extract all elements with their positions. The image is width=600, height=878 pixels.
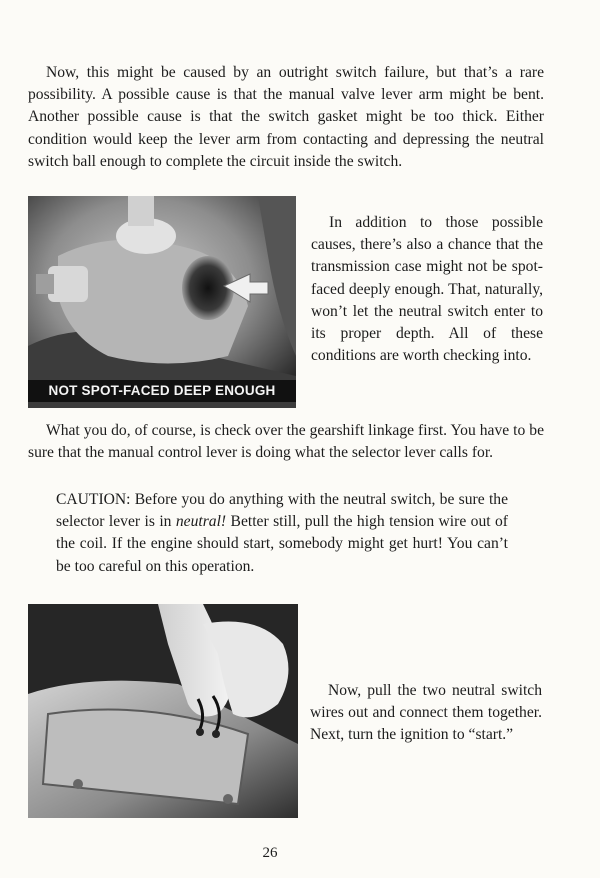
photo-caption: NOT SPOT-FACED DEEP ENOUGH	[28, 380, 296, 402]
caution-text-start: CAUTION: Before you do anything with the neutral switch, be sure the selector lever is in	[56, 491, 508, 531]
transmission-case-image	[28, 196, 296, 408]
switch-wires-image	[28, 604, 298, 818]
page-number: 26	[262, 845, 278, 861]
caution-text-end: Better still, pull the high tension wire out of the coil. If the engine should start, somebody might get hurt! You can’t be too careful on this operation.	[56, 513, 509, 575]
paragraph-linkage: What you do, of course, is check over the gearshift linkage first. You have to be sure that the manual control lever is doing what the selector lever calls for.	[28, 422, 544, 462]
caution-emphasis: neutral!	[175, 513, 227, 531]
transmission-case-photo	[28, 196, 296, 408]
caution-note	[56, 489, 508, 578]
paragraph-intro: Now, this might be caused by an outright switch failure, but that’s a rare possibility. A possible cause is that the manual valve lever arm might be bent. Another possible cause is that the switch gasket might be too thick. Either condition would keep the lever arm from contacting and depressing the neutral switch ball enough to complete the circuit inside the switch.	[28, 64, 544, 170]
paragraph-connect-wires: Now, pull the two neutral switch wires out and connect them together. Next, turn the ignition to “start.”	[310, 682, 542, 744]
paragraph-spot-faced: In addition to those possible causes, there’s also a chance that the transmission case might not be spot-faced deeply enough. That, naturally, won’t let the neutral switch enter to its proper depth. All of these conditions are worth checking into.	[311, 214, 543, 365]
switch-wires-photo	[28, 604, 298, 818]
